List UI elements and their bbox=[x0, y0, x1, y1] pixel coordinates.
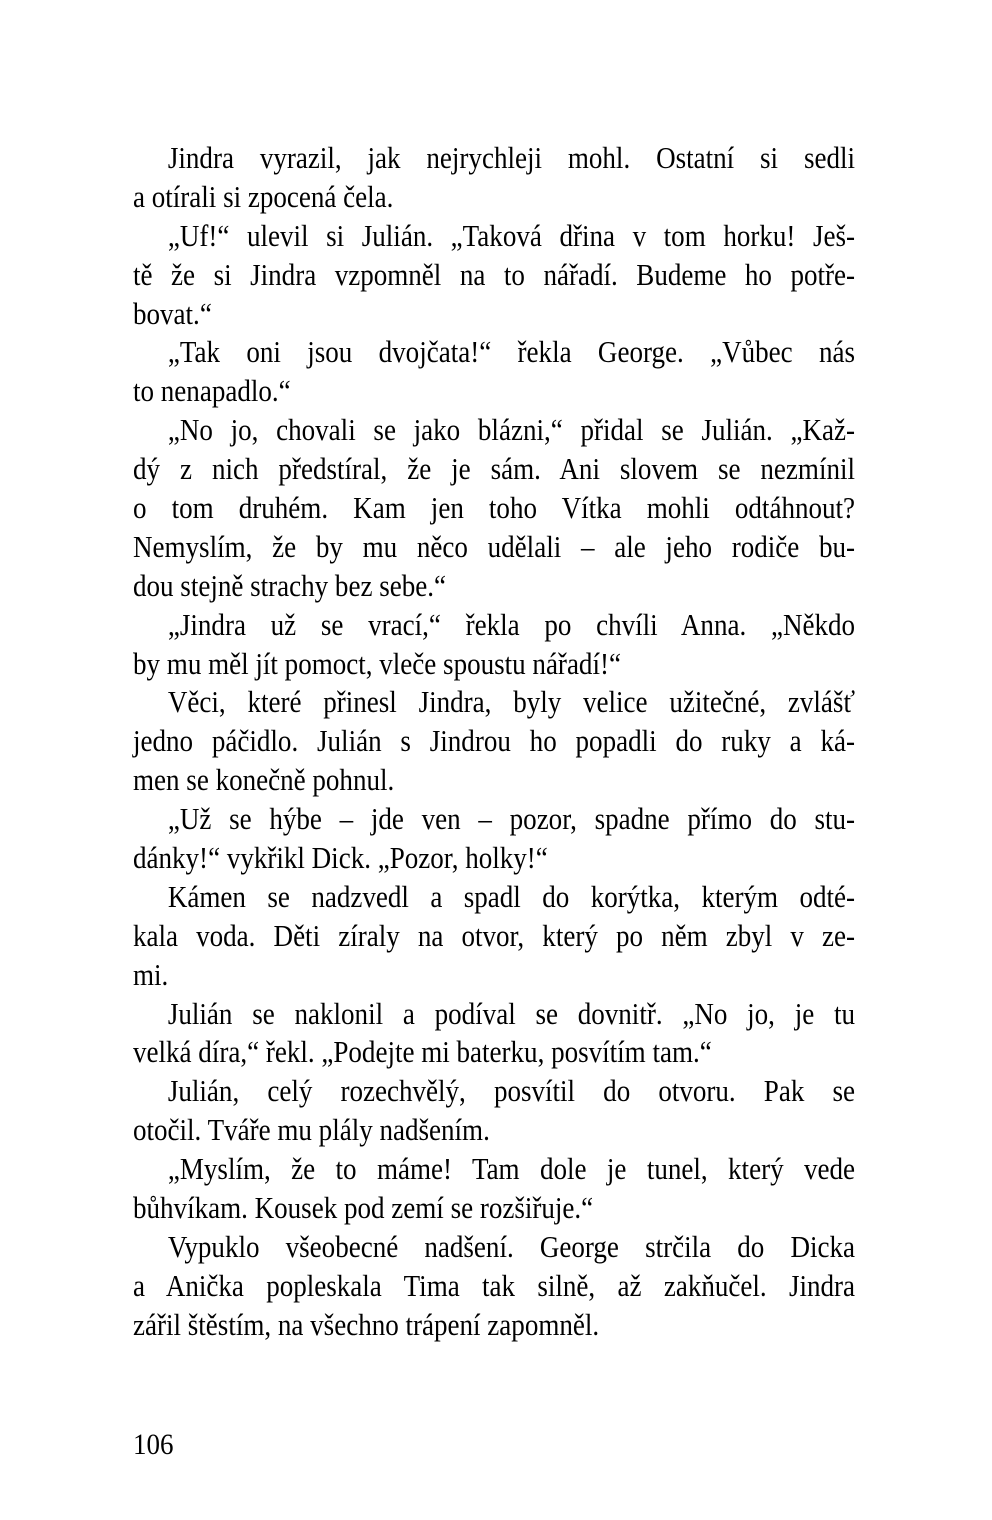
text-line: mi. bbox=[133, 956, 169, 992]
text-line: otočil. Tváře mu plály nadšením. bbox=[133, 1112, 490, 1148]
paragraph bbox=[133, 606, 855, 684]
paragraph bbox=[133, 333, 855, 411]
text-line: dý z nich předstíral, že je sám. Ani slovem se nezmínil bbox=[133, 451, 856, 487]
text-line: „Uf!“ ulevil si Julián. „Taková dřina v tom horku! Ješ- bbox=[167, 217, 856, 253]
text-line: bovat.“ bbox=[133, 295, 212, 331]
text-line: bůhvíkam. Kousek pod zemí se rozšiřuje.“ bbox=[133, 1190, 594, 1226]
paragraph bbox=[133, 878, 855, 995]
text-line: Nemyslím, že by mu něco udělali – ale jeho rodiče bu- bbox=[133, 528, 856, 564]
text-line: „Už se hýbe – jde ven – pozor, spadne přímo do stu- bbox=[167, 801, 856, 837]
text-line: a otírali si zpocená čela. bbox=[133, 178, 394, 214]
text-line: men se konečně pohnul. bbox=[133, 762, 395, 798]
text-line: dánky!“ vykřikl Dick. „Pozor, holky!“ bbox=[133, 840, 548, 876]
paragraph bbox=[133, 1072, 855, 1150]
text-line: kala voda. Děti zíraly na otvor, který po něm zbyl v ze- bbox=[133, 917, 856, 953]
paragraph bbox=[133, 217, 855, 334]
body-text bbox=[133, 139, 855, 1345]
paragraph bbox=[133, 139, 855, 217]
text-line: dou stejně strachy bez sebe.“ bbox=[133, 567, 446, 603]
text-line: by mu měl jít pomoct, vleče spoustu nářadí!“ bbox=[133, 645, 621, 681]
paragraph bbox=[133, 1150, 855, 1228]
text-line: velká díra,“ řekl. „Podejte mi baterku, posvítím tam.“ bbox=[133, 1034, 712, 1070]
text-line: Věci, které přinesl Jindra, byly velice užitečné, zvlášť bbox=[167, 684, 856, 720]
text-line: „No jo, chovali se jako blázni,“ přidal se Julián. „Kaž- bbox=[167, 412, 856, 448]
text-line: Julián, celý rozechvělý, posvítil do otvoru. Pak se bbox=[167, 1073, 856, 1109]
paragraph bbox=[133, 683, 855, 800]
paragraph bbox=[133, 411, 855, 605]
text-line: o tom druhém. Kam jen toho Vítka mohli odtáhnout? bbox=[133, 490, 856, 526]
text-line: Kámen se nadzvedl a spadl do korýtka, kterým odté- bbox=[167, 878, 856, 914]
paragraph bbox=[133, 800, 855, 878]
page-number: 106 bbox=[133, 1428, 174, 1461]
text-line: tě že si Jindra vzpomněl na to nářadí. Budeme ho potře- bbox=[133, 256, 856, 292]
text-line: „Tak oni jsou dvojčata!“ řekla George. „Vůbec nás bbox=[167, 334, 856, 370]
text-line: Julián se naklonil a podíval se dovnitř. „No jo, je tu bbox=[167, 995, 856, 1031]
paragraph bbox=[133, 1228, 855, 1345]
text-line: Jindra vyrazil, jak nejrychleji mohl. Ostatní si sedli bbox=[167, 140, 856, 175]
text-line: Vypuklo všeobecné nadšení. George strčila do Dicka bbox=[167, 1228, 856, 1264]
text-line: jedno páčidlo. Julián s Jindrou ho popadli do ruky a ká- bbox=[133, 723, 856, 759]
text-line: „Myslím, že to máme! Tam dole je tunel, který vede bbox=[167, 1151, 856, 1187]
paragraph bbox=[133, 995, 855, 1073]
text-line: a Anička popleskala Tima tak silně, až zakňučel. Jindra bbox=[133, 1267, 856, 1303]
text-line: „Jindra už se vrací,“ řekla po chvíli Anna. „Někdo bbox=[167, 606, 856, 642]
text-line: to nenapadlo.“ bbox=[133, 373, 291, 409]
text-line: zářil štěstím, na všechno trápení zapomněl. bbox=[133, 1306, 600, 1342]
